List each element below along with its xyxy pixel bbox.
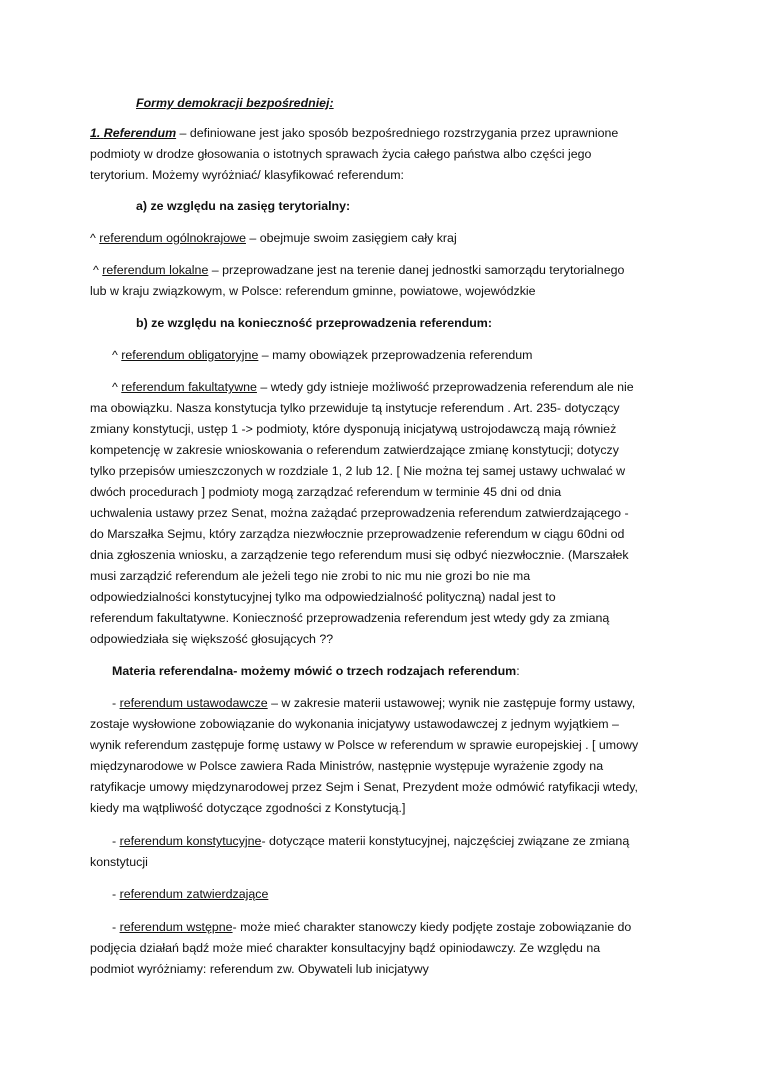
term-referendum-wstepne: referendum wstępne (119, 920, 233, 934)
list-item: ^ referendum ogólnokrajowe – obejmuje swoim zasięgiem cały kraj (90, 231, 457, 245)
paragraph-line: kiedy ma wątpliwość dotyczące zgodności z Konstytucją.] (90, 801, 406, 815)
section-a-heading: a) ze względu na zasięg terytorialny: (136, 199, 351, 213)
term-referendum-lokalne: referendum lokalne (102, 263, 209, 277)
list-item: ^ referendum lokalne – przeprowadzane jest na terenie danej jednostki samorządu terytorialnego (93, 263, 625, 277)
referendum-number: 1. (90, 126, 101, 140)
paragraph-line: podjęcia działań bądź może mieć charakter konsultacyjny bądź opiniodawczy. Ze względu na (90, 941, 601, 955)
term-referendum-obligatoryjne: referendum obligatoryjne (121, 348, 259, 362)
referendum-definition-line (90, 124, 618, 142)
list-item: ^ referendum obligatoryjne – mamy obowiązek przeprowadzenia referendum (112, 348, 533, 362)
paragraph-line: tylko przepisów umieszczonych w rozdziale 1, 2 lub 12. [ Nie można tej samej ustawy uchwalać w (90, 464, 626, 478)
term-referendum-zatwierdzajace: referendum zatwierdzające (119, 887, 269, 901)
list-item: - referendum wstępne- może mieć charakter stanowczy kiedy podjęte zostaje zobowiązanie do (112, 920, 632, 934)
referendum-term: Referendum (103, 126, 177, 140)
page-title: Formy demokracji bezpośredniej: (136, 96, 334, 110)
paragraph-line: dnia zgłoszenia wniosku, a zarządzenie tego referendum musi się odbyć niezwłocznie. (Marszałek (90, 548, 629, 562)
paragraph-line: zmiany konstytucji, ustęp 1 -> podmioty, które dysponują inicjatywą ustrojodawczą mają również (90, 422, 617, 436)
paragraph-line: odpowiedziała się większość głosujących ?? (90, 632, 334, 646)
list-item-continuation: konstytucji (90, 855, 148, 869)
paragraph-line: referendum fakultatywne. Konieczność przeprowadzenia referendum jest wtedy gdy za zmianą (90, 611, 610, 625)
paragraph-line: podmiot wyróżniamy: referendum zw. Obywateli lub inicjatywy (90, 962, 429, 976)
term-referendum-ogolnokrajowe: referendum ogólnokrajowe (99, 231, 246, 245)
referendum-definition-line: terytorium. Możemy wyróżniać/ klasyfikować referendum: (90, 168, 404, 182)
referendum-definition: – definiowane jest jako sposób bezpośredniego rozstrzygania przez uprawnione (176, 126, 619, 140)
paragraph-line: uchwalenia ustawy przez Senat, można zażądać przeprowadzenia referendum zatwierdzającego - (90, 506, 629, 520)
paragraph-line: do Marszałka Sejmu, który zarządza niezwłocznie przeprowadzenie referendum w ciągu 60dni od (90, 527, 625, 541)
term-referendum-ustawodawcze: referendum ustawodawcze (119, 696, 268, 710)
paragraph-line: kompetencję w zakresie wnioskowania o referendum zatwierdzające zmianę konstytucji; dotyczy (90, 443, 619, 457)
paragraph-line: ratyfikacje umowy międzynarodowej przez Sejm i Senat, Prezydent może odmówić ratyfikacji wtedy, (90, 780, 638, 794)
paragraph-line: dwóch procedurach ] podmioty mogą zarządzać referendum w terminie 45 dni od dnia (90, 485, 562, 499)
term-referendum-konstytucyjne: referendum konstytucyjne (119, 834, 262, 848)
list-item: ^ referendum fakultatywne – wtedy gdy istnieje możliwość przeprowadzenia referendum ale nie (112, 380, 634, 394)
term-referendum-fakultatywne: referendum fakultatywne (121, 380, 257, 394)
list-item: - referendum konstytucyjne- dotyczące materii konstytucyjnej, najczęściej związane ze zmianą (112, 834, 630, 848)
referendum-definition-line: podmioty w drodze głosowania o istotnych sprawach życia całego państwa albo części jego (90, 147, 592, 161)
paragraph-line: zostaje wysłowione zobowiązanie do wykonania inicjatywy ustawodawczej z jednym wyjątkiem – (90, 717, 619, 731)
list-item-continuation: lub w kraju związkowym, w Polsce: referendum gminne, powiatowe, wojewódzkie (90, 284, 536, 298)
paragraph-line: międzynarodowe w Polsce zawiera Rada Ministrów, następnie występuje wyrażenie zgody na (90, 759, 604, 773)
paragraph-line: wynik referendum zastępuje formę ustawy w Polsce w referendum w sprawie europejskiej . [ umowy (90, 738, 639, 752)
list-item: - referendum zatwierdzające (112, 887, 269, 901)
section-b-heading: b) ze względu na konieczność przeprowadzenia referendum: (136, 316, 492, 330)
paragraph-line: odpowiedzialności konstytucyjnej tylko ma odpowiedzialność polityczną) nadal jest to (90, 590, 556, 604)
materia-heading: Materia referendalna- możemy mówić o trzech rodzajach referendum: (112, 664, 520, 678)
paragraph-line: musi zarządzić referendum ale jeżeli tego nie zrobi to nic mu nie grozi bo nie ma (90, 569, 531, 583)
paragraph-line: ma obowiązku. Nasza konstytucja tylko przewiduje tą instytucje referendum . Art. 235- dotyczący (90, 401, 620, 415)
list-item: - referendum ustawodawcze – w zakresie materii ustawowej; wynik nie zastępuje formy ustawy, (112, 696, 636, 710)
